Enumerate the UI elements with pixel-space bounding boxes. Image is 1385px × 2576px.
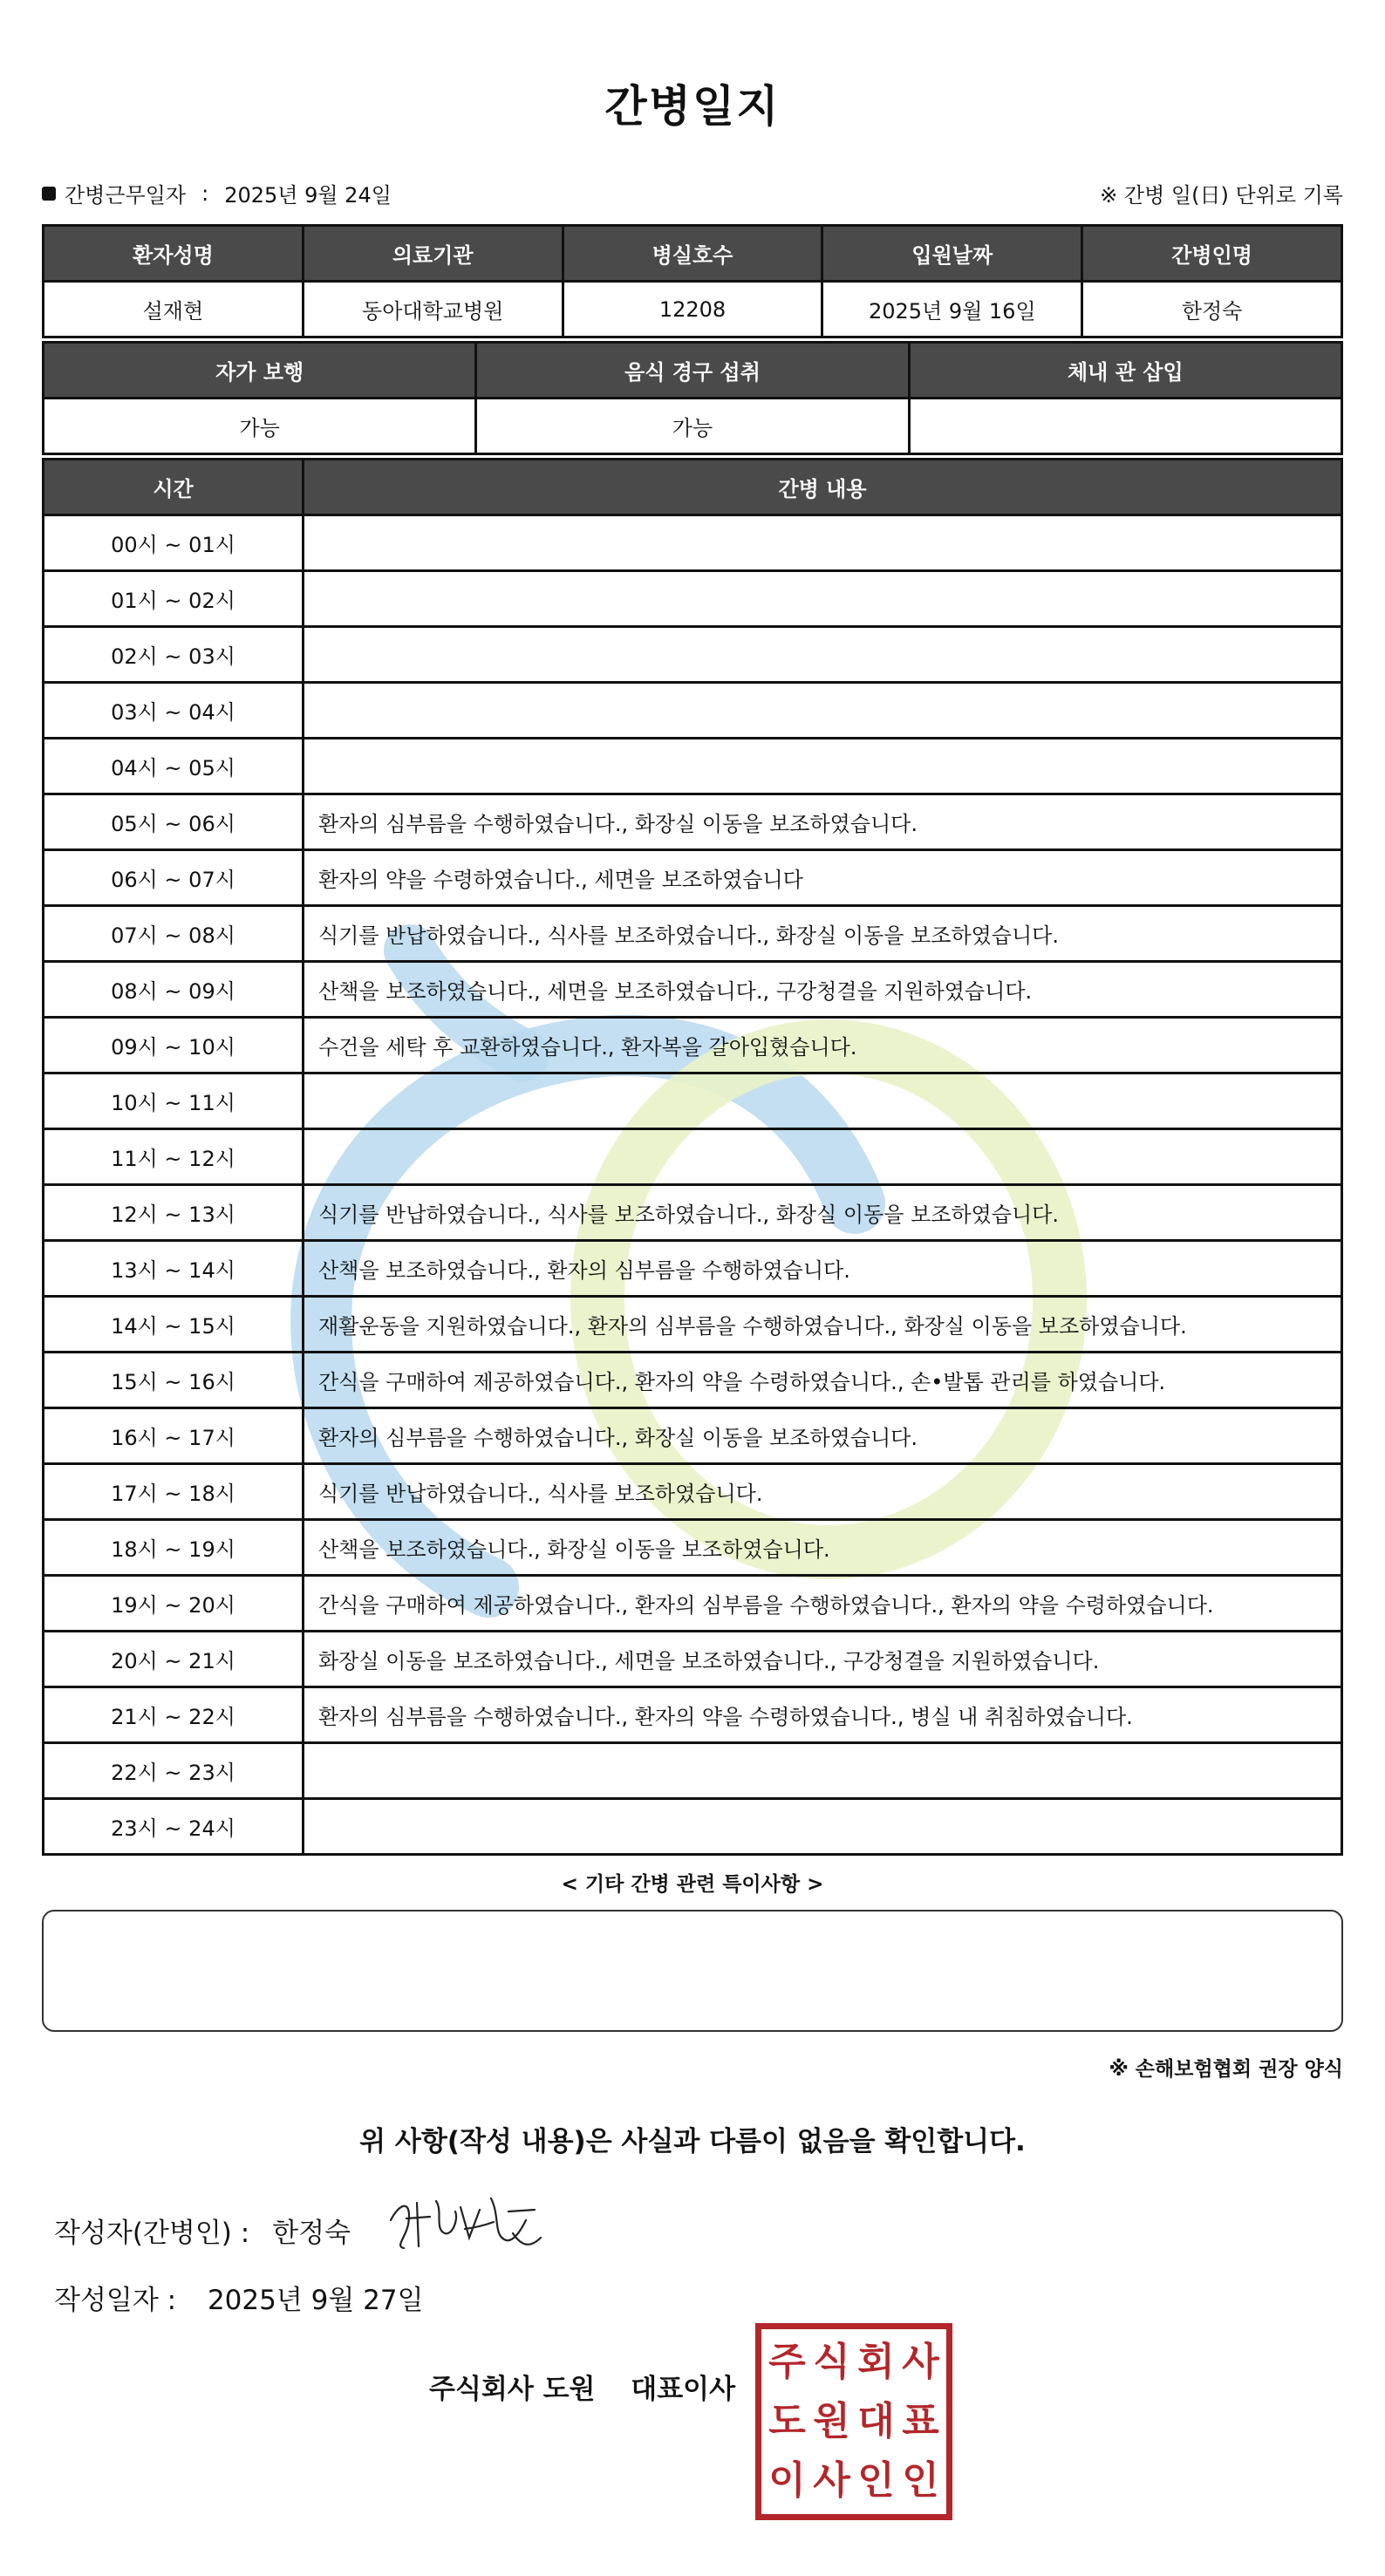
table-row	[44, 962, 1342, 1018]
table-row	[44, 1576, 1342, 1632]
company-line	[429, 2367, 735, 2406]
table-row	[44, 1520, 1342, 1576]
table-row	[44, 1241, 1342, 1297]
time-slot: 01시 ~ 02시	[44, 571, 304, 627]
care-content	[304, 1799, 1342, 1855]
header-self-walking: 자가 보행	[44, 343, 476, 399]
header-caregiver: 간병인명	[1082, 226, 1342, 282]
time-slot: 19시 ~ 20시	[44, 1576, 304, 1632]
table-row	[44, 1018, 1342, 1073]
seal-char: 인	[902, 2458, 939, 2503]
seal-char: 사	[902, 2340, 939, 2384]
care-content: 환자의 심부름을 수행하였습니다., 화장실 이동을 보조하였습니다.	[304, 794, 1342, 850]
time-slot: 11시 ~ 12시	[44, 1129, 304, 1185]
time-slot: 03시 ~ 04시	[44, 683, 304, 739]
write-date-line	[54, 2278, 424, 2317]
table-row	[44, 1353, 1342, 1408]
seal-char: 표	[902, 2399, 939, 2443]
table-row	[44, 627, 1342, 683]
header-hospital: 의료기관	[303, 226, 563, 282]
table-row	[44, 1185, 1342, 1241]
company-name: 주식회사 도원	[429, 2374, 596, 2405]
notes-heading: < 기타 간병 관련 특이사항 >	[561, 1873, 824, 1896]
care-content	[304, 1073, 1342, 1129]
confirmation-text: 위 사항(작성 내용)은 사실과 다름이 없음을 확인합니다.	[359, 2126, 1026, 2157]
room-value: 12208	[563, 282, 822, 337]
author-label: 작성자(간병인) :	[54, 2218, 250, 2249]
care-content: 산책을 보조하였습니다., 세면을 보조하였습니다., 구강청결을 지원하였습니다.	[304, 962, 1342, 1018]
handwritten-signature	[382, 2185, 548, 2264]
square-bullet-icon	[42, 187, 56, 201]
self-walking-value: 가능	[44, 399, 476, 454]
care-content: 간식을 구매하여 제공하였습니다., 환자의 약을 수령하였습니다., 손•발톱 관리를 하였습니다.	[304, 1353, 1342, 1408]
time-slot: 21시 ~ 22시	[44, 1687, 304, 1743]
table-row	[44, 1408, 1342, 1464]
table-row	[44, 399, 1342, 454]
care-content: 산책을 보조하였습니다., 환자의 심부름을 수행하였습니다.	[304, 1241, 1342, 1297]
table-row	[44, 906, 1342, 962]
ceo-title: 대표이사	[631, 2374, 736, 2405]
table-row	[44, 850, 1342, 906]
care-content: 환자의 심부름을 수행하였습니다., 화장실 이동을 보조하였습니다.	[304, 1408, 1342, 1464]
table-row	[44, 1632, 1342, 1687]
time-slot: 00시 ~ 01시	[44, 515, 304, 571]
time-slot: 06시 ~ 07시	[44, 850, 304, 906]
work-date-value: 2025년 9월 24일	[224, 183, 392, 208]
care-content	[304, 627, 1342, 683]
care-content	[304, 683, 1342, 739]
care-content	[304, 1743, 1342, 1799]
time-slot: 08시 ~ 09시	[44, 962, 304, 1018]
care-content: 식기를 반납하였습니다., 식사를 보조하였습니다., 화장실 이동을 보조하였습니다.	[304, 1185, 1342, 1241]
care-content	[304, 1129, 1342, 1185]
time-slot: 09시 ~ 10시	[44, 1018, 304, 1073]
work-date-label: 간병근무일자	[65, 183, 187, 208]
table-row	[44, 1297, 1342, 1353]
header-patient-name: 환자성명	[44, 226, 304, 282]
write-date-label: 작성일자 :	[54, 2285, 177, 2316]
table-row	[44, 683, 1342, 739]
patient-status-table	[42, 341, 1343, 455]
care-content: 환자의 심부름을 수행하였습니다., 환자의 약을 수령하였습니다., 병실 내 취침하였습니다.	[304, 1687, 1342, 1743]
company-seal-stamp	[755, 2323, 952, 2520]
record-unit-note: ※ 간병 일(日) 단위로 기록	[1100, 183, 1343, 208]
header-time: 시간	[44, 460, 304, 515]
care-content: 수건을 세탁 후 교환하였습니다., 환자복을 갈아입혔습니다.	[304, 1018, 1342, 1073]
time-slot: 12시 ~ 13시	[44, 1185, 304, 1241]
care-content: 식기를 반납하였습니다., 식사를 보조하였습니다.	[304, 1464, 1342, 1520]
table-row	[44, 1799, 1342, 1855]
table-row	[44, 1687, 1342, 1743]
care-content	[304, 571, 1342, 627]
header-care-content: 간병 내용	[304, 460, 1342, 515]
time-slot: 02시 ~ 03시	[44, 627, 304, 683]
work-date-separator: :	[201, 181, 209, 206]
caregiver-value: 한정숙	[1082, 282, 1342, 337]
time-slot: 05시 ~ 06시	[44, 794, 304, 850]
author-name: 한정숙	[272, 2218, 351, 2249]
time-slot: 20시 ~ 21시	[44, 1632, 304, 1687]
author-line	[54, 2211, 351, 2250]
hospital-value: 동아대학교병원	[303, 282, 563, 337]
care-content: 간식을 구매하여 제공하였습니다., 환자의 심부름을 수행하였습니다., 환자의 약을 수령하였습니다.	[304, 1576, 1342, 1632]
table-row	[44, 1464, 1342, 1520]
seal-char: 이	[768, 2458, 806, 2503]
table-row	[44, 282, 1342, 337]
table-row	[44, 1743, 1342, 1799]
patient-info-table	[42, 224, 1343, 338]
seal-char: 회	[857, 2340, 895, 2384]
header-oral-intake: 음식 경구 섭취	[476, 343, 909, 399]
header-admission-date: 입원날짜	[822, 226, 1082, 282]
seal-char: 식	[813, 2340, 850, 2384]
time-slot: 07시 ~ 08시	[44, 906, 304, 962]
table-row	[44, 515, 1342, 571]
time-slot: 18시 ~ 19시	[44, 1520, 304, 1576]
header-tube-insertion: 체내 관 삽입	[909, 343, 1341, 399]
oral-intake-value: 가능	[476, 399, 909, 454]
notes-box	[42, 1910, 1343, 2032]
seal-char: 인	[857, 2458, 895, 2503]
time-slot: 14시 ~ 15시	[44, 1297, 304, 1353]
care-content: 산책을 보조하였습니다., 화장실 이동을 보조하였습니다.	[304, 1520, 1342, 1576]
recommend-note: ※ 손해보험협회 권장 양식	[1109, 2058, 1343, 2081]
seal-char: 원	[813, 2399, 850, 2443]
time-slot: 10시 ~ 11시	[44, 1073, 304, 1129]
table-row	[44, 571, 1342, 627]
table-header-row	[44, 343, 1342, 399]
care-content	[304, 739, 1342, 794]
time-slot: 17시 ~ 18시	[44, 1464, 304, 1520]
table-header-row	[44, 460, 1342, 515]
table-row	[44, 794, 1342, 850]
seal-char: 사	[813, 2458, 850, 2503]
patient-name-value: 설재현	[44, 282, 304, 337]
work-date-line	[42, 178, 392, 208]
care-rows	[44, 515, 1342, 1855]
time-slot: 15시 ~ 16시	[44, 1353, 304, 1408]
care-schedule-table	[42, 458, 1343, 1856]
tube-insertion-value	[909, 399, 1341, 454]
care-content	[304, 515, 1342, 571]
care-content: 화장실 이동을 보조하였습니다., 세면을 보조하였습니다., 구강청결을 지원하였습니다.	[304, 1632, 1342, 1687]
admission-date-value: 2025년 9월 16일	[822, 282, 1082, 337]
table-header-row	[44, 226, 1342, 282]
time-slot: 13시 ~ 14시	[44, 1241, 304, 1297]
time-slot: 16시 ~ 17시	[44, 1408, 304, 1464]
seal-char: 주	[768, 2340, 806, 2384]
care-content: 식기를 반납하였습니다., 식사를 보조하였습니다., 화장실 이동을 보조하였습니다.	[304, 906, 1342, 962]
care-content: 재활운동을 지원하였습니다., 환자의 심부름을 수행하였습니다., 화장실 이동을 보조하였습니다.	[304, 1297, 1342, 1353]
time-slot: 22시 ~ 23시	[44, 1743, 304, 1799]
table-row	[44, 1129, 1342, 1185]
care-content: 환자의 약을 수령하였습니다., 세면을 보조하였습니다	[304, 850, 1342, 906]
time-slot: 23시 ~ 24시	[44, 1799, 304, 1855]
seal-char: 대	[857, 2399, 895, 2443]
seal-char: 도	[768, 2399, 806, 2443]
header-room: 병실호수	[563, 226, 822, 282]
page-title: 간병일지	[604, 81, 781, 132]
time-slot: 04시 ~ 05시	[44, 739, 304, 794]
write-date-value: 2025년 9월 27일	[207, 2285, 424, 2316]
table-row	[44, 739, 1342, 794]
table-row	[44, 1073, 1342, 1129]
